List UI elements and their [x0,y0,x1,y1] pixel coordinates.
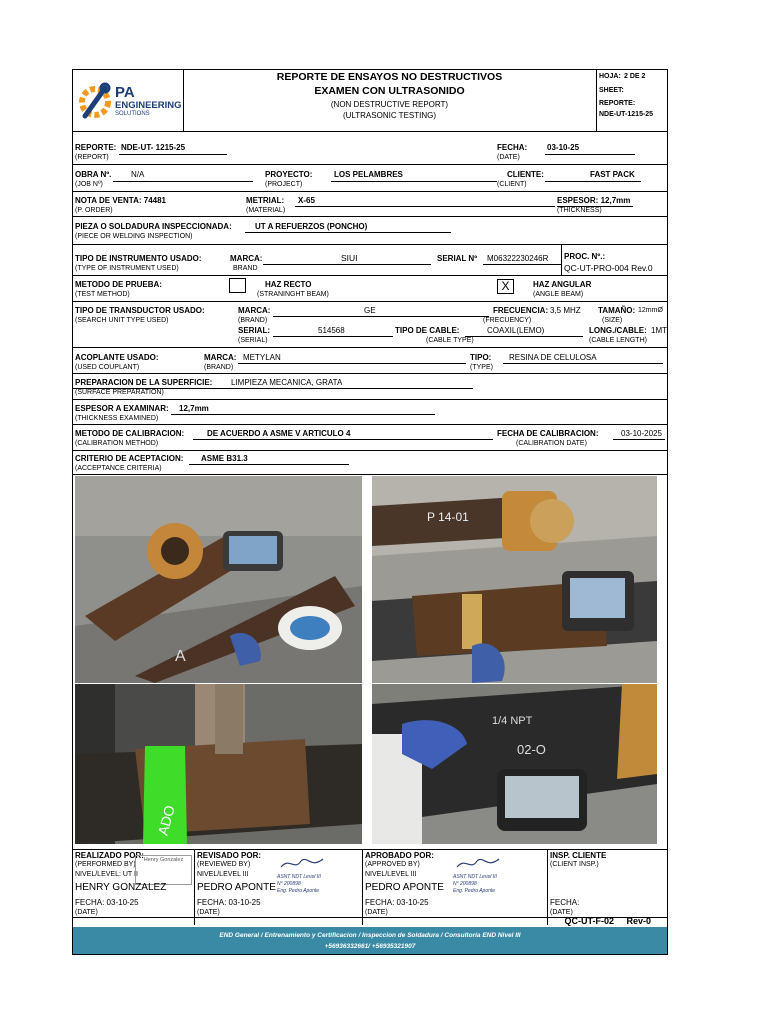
frequency-label: FRECUENCIA: [493,306,549,315]
order-label: NOTA DE VENTA: 74481 [75,196,166,205]
order-en: (P. ORDER) [75,207,113,214]
calibration-date-label: FECHA DE CALIBRACION: [497,429,599,438]
client-en: (CLIENT) [497,181,527,188]
exam-thickness-en: (THICKNESS EXAMINED) [75,415,159,422]
cable-type-label: TIPO DE CABLE: [395,326,460,335]
piece-label: PIEZA O SOLDADURA INSPECCIONADA: [75,222,232,231]
acceptance-en: (ACCEPTANCE CRITERIA) [75,465,162,472]
report-no-en: (REPORT) [75,154,109,161]
client-inspector-label: INSP. CLIENTE [550,851,607,860]
footer-phones: +56936332661/ +56935321907 [324,943,416,950]
instrument-en: (TYPE OF INSTRUMENT USED) [75,265,179,272]
photo-marking-02o: 02-O [517,742,546,757]
inspection-photo-3 [75,684,362,844]
transducer-serial-label: SERIAL: [238,326,270,335]
job-value: N/A [131,170,145,179]
header-report-value: NDE-UT-1215-25 [599,111,654,118]
cable-length-label: LONG./CABLE: [589,326,647,335]
couplant-brand-en: (BRAND) [204,364,234,371]
transducer-en: (SEARCH UNIT TYPE USED) [75,317,169,324]
couplant-brand-value: METYLAN [243,353,281,362]
surface-prep-label: PREPARACION DE LA SUPERFICIE: [75,378,213,387]
date-value: 03-10-25 [547,143,580,152]
approved-by-name: PEDRO APONTE [365,882,444,893]
instrument-brand-en: BRAND [233,265,258,272]
calibration-date-en: (CALIBRATION DATE) [516,440,587,447]
test-method-label: METODO DE PRUEBA: [75,280,162,289]
approved-date-en: (DATE) [365,909,388,916]
performed-date: FECHA: 03-10-25 [75,898,139,907]
material-label: METRIAL: [246,196,285,205]
cable-type-en: (CABLE TYPE) [426,337,474,344]
procedure-label: PROC. Nº.: [564,252,606,261]
material-en: (MATERIAL) [246,207,286,214]
approved-by-en: (APPROVED BY) [365,861,420,868]
sheet-label-en: SHEET: [599,87,624,94]
calibration-method-value: DE ACUERDO A ASME V ARTICULO 4 [207,429,351,438]
photo-marking-p14: P 14-01 [427,510,469,524]
instrument-serial-label: SERIAL Nº [437,254,478,263]
date-en: (DATE) [497,154,520,161]
photo-marking-ado: ADO [154,803,178,838]
reviewed-date: FECHA: 03-10-25 [197,898,261,907]
photo-marking-a: A [175,648,186,665]
couplant-label: ACOPLANTE USADO: [75,353,159,362]
project-label: PROYECTO: [265,170,313,179]
job-en: (JOB Nº) [75,181,103,188]
calibration-method-label: METODO DE CALIBRACION: [75,429,185,438]
acceptance-label: CRITERIO DE ACEPTACION: [75,454,184,463]
size-value: 12mmØ [638,307,663,314]
size-label: TAMAÑO: [598,306,636,315]
approved-by-label: APROBADO POR: [365,851,434,860]
client-inspector-en: (CLIENT INSP.) [550,861,599,868]
couplant-en: (USED COUPLANT) [75,364,140,371]
frequency-value: 3,5 MHZ [550,306,581,315]
instrument-brand-value: SIUI [341,253,358,263]
inspection-photo-1 [75,476,362,683]
couplant-type-en: (TYPE) [470,364,493,371]
approved-signature-stamp: ASNT NDT Level III N° 200898 Eng. Pedro Aponte [453,857,505,897]
surface-prep-en: (SURFACE PREPARATION) [75,389,164,396]
transducer-label: TIPO DE TRANSDUCTOR USADO: [75,306,205,315]
client-label: CLIENTE: [507,170,544,179]
performed-by-level: NIVEL/LEVEL: UT II [75,871,138,878]
straight-beam-label: HAZ RECTO [265,280,312,289]
reviewed-by-level: NIVEL/LEVEL III [197,871,249,878]
size-en: (SIZE) [602,317,623,324]
performed-signature-stamp: Henry Gonzalez [135,855,192,885]
logo-engineering: ENGINEERING [115,100,182,111]
logo-solutions: SOLUTIONS [115,111,150,117]
exam-thickness-value: 12,7mm [179,404,209,413]
job-label: OBRA Nº. [75,170,112,179]
straight-beam-checkbox[interactable] [229,278,246,293]
calibration-method-en: (CALIBRATION METHOD) [75,440,159,447]
instrument-serial-value: M06322230246R [487,254,549,263]
cable-type-value: COAXIL(LEMO) [487,326,545,335]
reviewed-date-en: (DATE) [197,909,220,916]
project-en: (PROJECT) [265,181,303,188]
header-report-label: REPORTE: [599,100,636,107]
project-value: LOS PELAMBRES [334,170,403,179]
reviewed-signature-stamp: ASNT NDT Level III N° 200898 Eng. Pedro Aponte [277,857,329,897]
acceptance-value: ASME B31.3 [201,454,248,463]
couplant-brand-label: MARCA: [204,353,237,362]
thickness-en: (THICKNESS) [557,207,602,214]
piece-en: (PIECE OR WELDING INSPECTION) [75,233,193,240]
date-label: FECHA: [497,143,528,152]
piece-value: UT A REFUERZOS (PONCHO) [255,222,368,231]
inspection-photo-4 [372,684,657,844]
logo-pa: PA [115,84,135,101]
instrument-brand-label: MARCA: [230,254,263,263]
company-logo [77,80,181,128]
report-title-2: EXAMEN CON ULTRASONIDO [314,85,465,97]
performed-by-name: HENRY GONZALEZ [75,882,167,893]
test-method-en: (TEST METHOD) [75,291,130,298]
exam-thickness-label: ESPESOR A EXAMINAR: [75,404,169,413]
performed-by-en: (PERFORMED BY) [75,861,136,868]
transducer-brand-label: MARCA: [238,306,271,315]
angle-beam-en: (ANGLE BEAM) [533,291,584,298]
procedure-value: QC-UT-PRO-004 Rev.0 [564,263,653,273]
client-inspector-date: FECHA: [550,898,580,907]
thickness-label: ESPESOR: 12,7mm [557,196,631,205]
report-no-label: REPORTE: [75,143,117,152]
approved-by-level: NIVEL/LEVEL III [365,871,417,878]
report-title-1: REPORTE DE ENSAYOS NO DESTRUCTIVOS [276,71,503,83]
cable-length-value: 1MT [651,326,667,335]
reviewed-by-name: PEDRO APONTE [197,882,276,893]
cable-length-en: (CABLE LENGTH) [589,337,647,344]
report-subtitle-1: (NON DESTRUCTIVE REPORT) [330,100,449,109]
client-inspector-date-en: (DATE) [550,909,573,916]
frequency-en: (FRECUENCY) [483,317,532,324]
reviewed-by-en: (REVIEWED BY) [197,861,251,868]
report-subtitle-2: (ULTRASONIC TESTING) [342,111,437,120]
instrument-label: TIPO DE INSTRUMENTO USADO: [75,254,202,263]
transducer-serial-value: 514568 [318,326,345,335]
footer-services: END General / Entrenamiento y Certificacion / Inspeccion de Soldadura / Consultoría END Nivel III [219,932,521,939]
report-sheet [72,69,668,955]
calibration-date-value: 03-10-2025 [621,429,662,438]
sheet-label: HOJA: [599,73,621,80]
transducer-serial-en: (SERIAL) [238,337,268,344]
straight-beam-en: (STRANINGHT BEAM) [257,291,329,298]
transducer-brand-en: (BRAND) [238,317,268,324]
gear-logo-icon [77,80,113,124]
form-code: QC-UT-F-02 Rev-0 [564,916,651,926]
angle-beam-label: HAZ ANGULAR [533,280,592,289]
transducer-brand-value: GE [364,306,376,315]
angle-beam-checkbox[interactable]: X [497,279,514,294]
reviewed-by-label: REVISADO POR: [197,851,262,860]
inspection-photo-2 [372,476,657,683]
couplant-type-label: TIPO: [470,353,492,362]
report-no-value: NDE-UT- 1215-25 [121,143,186,152]
sheet-value: 2 DE 2 [624,73,646,80]
performed-date-en: (DATE) [75,909,98,916]
material-value: X-65 [298,196,315,205]
approved-date: FECHA: 03-10-25 [365,898,429,907]
photo-marking-npt: 1/4 NPT [492,715,533,727]
performed-by-label: REALIZADO POR: [75,851,144,860]
client-value: FAST PACK [590,170,635,179]
surface-prep-value: LIMPIEZA MECANICA, GRATA [231,378,343,387]
couplant-type-value: RESINA DE CELULOSA [509,353,597,362]
footer-bar [73,927,667,954]
